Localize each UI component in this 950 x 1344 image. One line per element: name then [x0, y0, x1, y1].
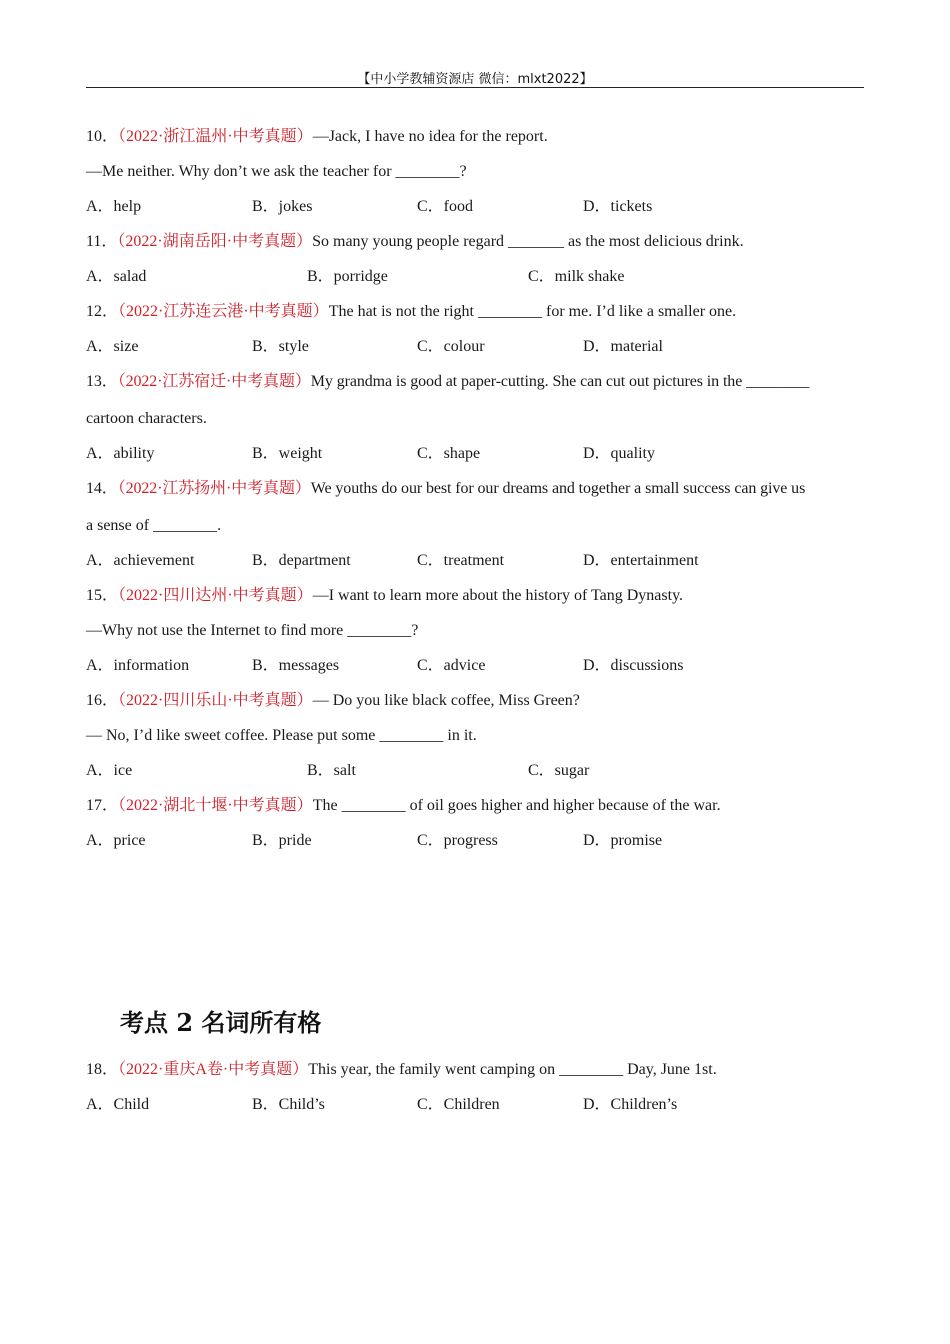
question-number: 12．	[86, 303, 119, 320]
option-d[interactable]: D．material	[583, 338, 663, 355]
question-source: （2022·江苏连云港·中考真题）	[118, 303, 329, 320]
question-number: 10．	[86, 128, 119, 145]
section-heading: 考点 2 名词所有格	[120, 1008, 322, 1037]
question-source: （2022·四川乐山·中考真题）	[118, 692, 313, 709]
option-c[interactable]: C．treatment	[417, 552, 505, 569]
option-c[interactable]: C．milk shake	[528, 268, 625, 285]
question-18-options	[86, 1095, 864, 1115]
option-a[interactable]: A．salad	[86, 268, 147, 285]
option-a[interactable]: A．ability	[86, 445, 155, 462]
question-source: （2022·浙江温州·中考真题）	[118, 128, 313, 145]
option-a[interactable]: A．Child	[86, 1096, 150, 1113]
question-13-options	[86, 444, 864, 464]
option-c[interactable]: C．shape	[417, 445, 481, 462]
question-13	[86, 372, 864, 392]
question-10	[86, 127, 864, 147]
question-text: So many young people regard _______ as the most delicious drink.	[312, 233, 744, 250]
question-source: （2022·重庆A卷·中考真题）	[118, 1061, 309, 1078]
option-b[interactable]: B．messages	[252, 657, 340, 674]
question-10-options	[86, 197, 864, 217]
question-11-options	[86, 267, 864, 287]
question-10-line2: —Me neither. Why don’t we ask the teacher for ________?	[86, 163, 467, 180]
question-source: （2022·湖北十堰·中考真题）	[118, 797, 313, 814]
question-15	[86, 586, 864, 606]
question-12-options	[86, 337, 864, 357]
question-15-options	[86, 656, 864, 676]
option-b[interactable]: B．Child’s	[252, 1096, 325, 1113]
question-16	[86, 691, 864, 711]
option-a[interactable]: A．achievement	[86, 552, 195, 569]
option-c[interactable]: C．sugar	[528, 762, 590, 779]
option-a[interactable]: A．information	[86, 657, 190, 674]
question-12	[86, 302, 864, 322]
question-14	[86, 479, 864, 499]
option-a[interactable]: A．price	[86, 832, 146, 849]
question-source: （2022·四川达州·中考真题）	[118, 587, 313, 604]
question-14-line2: a sense of ________.	[86, 517, 222, 534]
option-d[interactable]: D．promise	[583, 832, 663, 849]
option-c[interactable]: C．progress	[417, 832, 498, 849]
question-number: 18．	[86, 1061, 119, 1078]
question-15-line2: —Why not use the Internet to find more ________?	[86, 622, 419, 639]
header-divider	[86, 87, 864, 88]
question-text: This year, the family went camping on ________ Day, June 1st.	[308, 1061, 717, 1078]
question-number: 14．	[86, 480, 118, 497]
question-14-options	[86, 551, 864, 571]
question-source: （2022·湖南岳阳·中考真题）	[117, 233, 313, 250]
option-c[interactable]: C．colour	[417, 338, 485, 355]
question-number: 15．	[86, 587, 119, 604]
option-c[interactable]: C．food	[417, 198, 474, 215]
question-11	[86, 232, 864, 252]
option-b[interactable]: B．pride	[252, 832, 312, 849]
question-13-line2: cartoon characters.	[86, 410, 207, 427]
page-header: 【中小学教辅资源店 微信：mlxt2022】	[357, 72, 593, 87]
option-c[interactable]: C．advice	[417, 657, 486, 674]
question-number: 17．	[86, 797, 119, 814]
question-number: 11．	[86, 233, 118, 250]
option-b[interactable]: B．jokes	[252, 198, 313, 215]
question-17-options	[86, 831, 864, 851]
question-17	[86, 796, 864, 816]
option-c[interactable]: C．Children	[417, 1096, 500, 1113]
question-number: 13．	[86, 373, 118, 390]
question-18	[86, 1060, 864, 1080]
option-b[interactable]: B．department	[252, 552, 351, 569]
option-a[interactable]: A．ice	[86, 762, 133, 779]
question-16-options	[86, 761, 864, 781]
question-16-line2: — No, I’d like sweet coffee. Please put some ________ in it.	[86, 727, 477, 744]
question-text: My grandma is good at paper-cutting. She can cut out pictures in the ________	[310, 373, 810, 390]
question-text: —Jack, I have no idea for the report.	[312, 128, 548, 145]
question-text: The ________ of oil goes higher and higher because of the war.	[312, 797, 721, 814]
option-b[interactable]: B．style	[252, 338, 309, 355]
option-a[interactable]: A．help	[86, 198, 142, 215]
question-text: — Do you like black coffee, Miss Green?	[312, 692, 580, 709]
question-text: —I want to learn more about the history of Tang Dynasty.	[312, 587, 684, 604]
option-d[interactable]: D．Children’s	[583, 1096, 678, 1113]
question-number: 16．	[86, 692, 119, 709]
question-source: （2022·江苏宿迁·中考真题）	[117, 373, 311, 390]
question-text: We youths do our best for our dreams and together a small success can give us	[310, 480, 806, 497]
option-d[interactable]: D．discussions	[583, 657, 684, 674]
question-text: The hat is not the right ________ for me. I’d like a smaller one.	[328, 303, 737, 320]
option-d[interactable]: D．tickets	[583, 198, 653, 215]
option-b[interactable]: B．weight	[252, 445, 323, 462]
option-d[interactable]: D．entertainment	[583, 552, 699, 569]
option-d[interactable]: D．quality	[583, 445, 655, 462]
question-source: （2022·江苏扬州·中考真题）	[117, 480, 311, 497]
option-a[interactable]: A．size	[86, 338, 139, 355]
option-b[interactable]: B．porridge	[307, 268, 388, 285]
option-b[interactable]: B．salt	[307, 762, 356, 779]
